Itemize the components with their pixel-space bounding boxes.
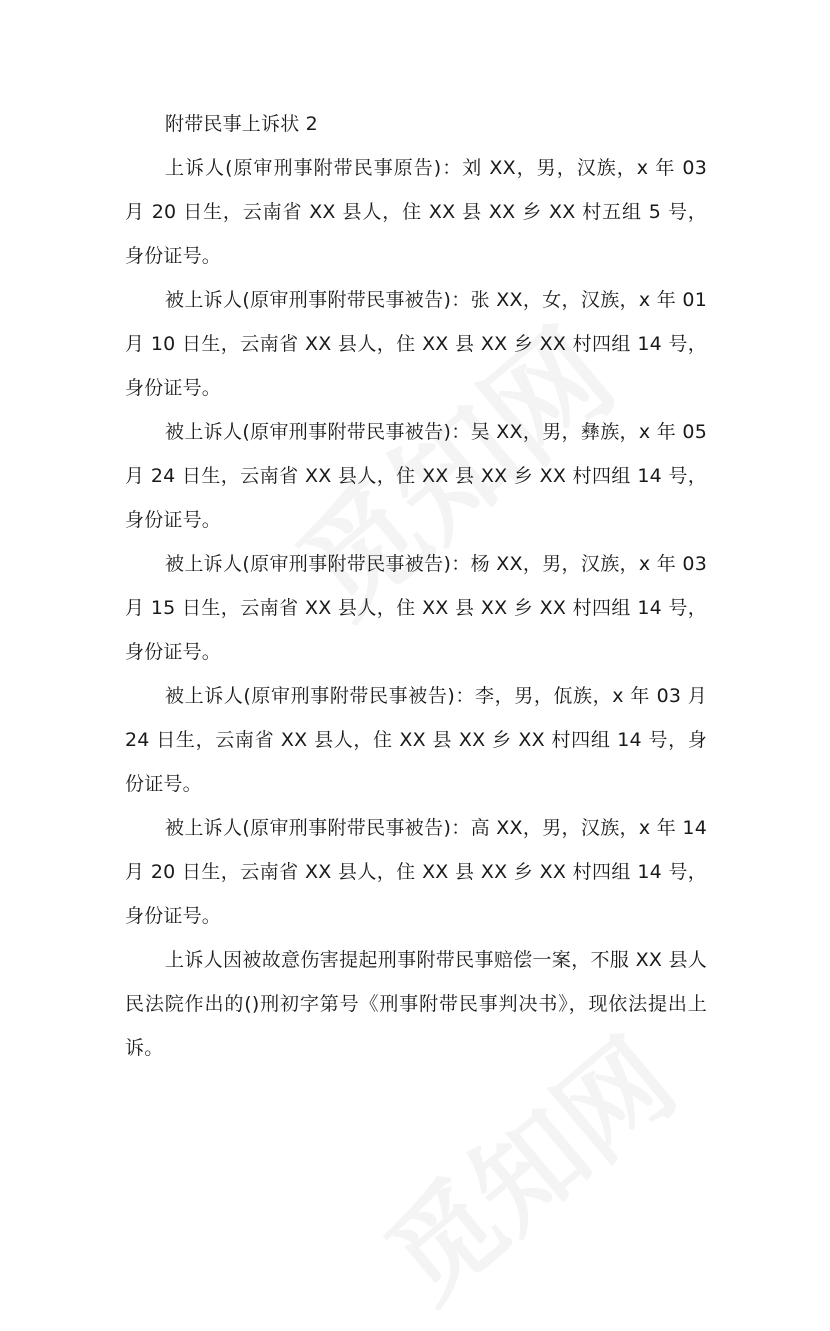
appellee-paragraph-1: 被上诉人(原审刑事附带民事被告)：张 XX，女，汉族，x 年 01 月 10 日生，云南省 XX 县人，住 XX 县 XX 乡 XX 村四组 14 号，身份证号。 (125, 289, 707, 399)
appellee-paragraph-4: 被上诉人(原审刑事附带民事被告)：李，男，佤族，x 年 03 月 24 日生，云南省 XX 县人，住 XX 县 XX 乡 XX 村四组 14 号，身份证号。 (125, 685, 707, 795)
appeal-statement-paragraph: 上诉人因被故意伤害提起刑事附带民事赔偿一案，不服 XX 县人民法院作出的()刑初字第号《刑事附带民事判决书》，现依法提出上诉。 (125, 949, 707, 1059)
document-title: 附带民事上诉状 2 (165, 113, 318, 135)
appellee-paragraph-2: 被上诉人(原审刑事附带民事被告)：吴 XX，男，彝族，x 年 05 月 24 日生，云南省 XX 县人，住 XX 县 XX 乡 XX 村四组 14 号，身份证号。 (125, 421, 707, 531)
document-body (125, 102, 707, 1070)
appellant-paragraph: 上诉人(原审刑事附带民事原告)：刘 XX，男，汉族，x 年 03 月 20 日生，云南省 XX 县人，住 XX 县 XX 乡 XX 村五组 5 号，身份证号。 (125, 157, 707, 267)
appellee-paragraph-3: 被上诉人(原审刑事附带民事被告)：杨 XX，男，汉族，x 年 03 月 15 日生，云南省 XX 县人，住 XX 县 XX 乡 XX 村四组 14 号，身份证号。 (125, 553, 707, 663)
appellee-paragraph-5: 被上诉人(原审刑事附带民事被告)：高 XX，男，汉族，x 年 14 月 20 日生，云南省 XX 县人，住 XX 县 XX 乡 XX 村四组 14 号，身份证号。 (125, 817, 707, 927)
